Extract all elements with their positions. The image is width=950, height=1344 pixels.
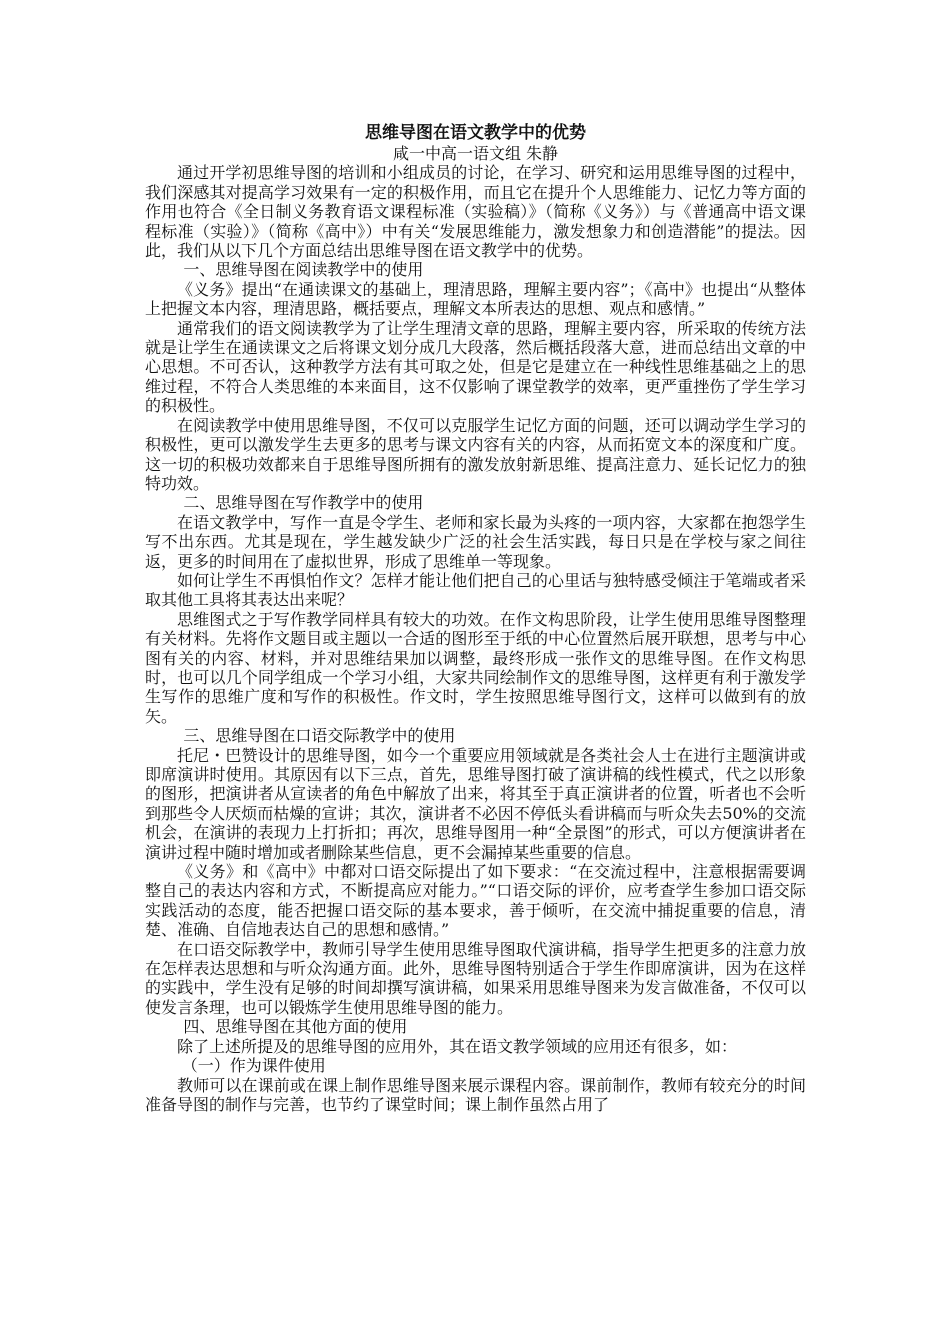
document-title: 思维导图在语文教学中的优势 <box>365 123 586 143</box>
paragraph: 教师可以在课前或在课上制作思维导图来展示课程内容。课前制作，教师有较充分的时间准备导图的制作与完善，也节约了课堂时间；课上制作虽然占用了 <box>145 1075 806 1114</box>
author-line: 咸一中高一语文组 朱静 <box>392 144 559 163</box>
paragraph: 通常我们的语文阅读教学为了让学生理清文章的思路，理解主要内容，所采取的传统方法就是让学生在通读课文之后将课文划分成几大段落，然后概括段落大意，进而总结出文章的中心思想。不可否认，这种教学方法有其可取之处，但是它是建立在一种线性思维基础之上的思维过程，不符合人类思维的本来面目，这不仅影响了课堂教学的效率，更严重挫伤了学生学习的积极性。 <box>145 318 806 416</box>
subsection-heading-courseware: （一）作为课件使用 <box>181 1056 326 1076</box>
paragraph: 思维图式之于写作教学同样具有较大的功效。在作文构思阶段，让学生使用思维导图整理有关材料。先将作文题目或主题以一合适的图形至于纸的中心位置然后展开联想，思考与中心图有关的内容、材料，并对思维结果加以调整，最终形成一张作文的思维导图。在作文构思时，也可以几个同学组成一个学习小组，大家共同绘制作文的思维导图，这样更有利于激发学生写作的思维广度和写作的积极性。作文时，学生按照思维导图行文，这样可以做到有的放矢。 <box>145 609 806 726</box>
paragraph: 在口语交际教学中，教师引导学生使用思维导图取代演讲稿，指导学生把更多的注意力放在怎样表达思想和与听众沟通方面。此外，思维导图特别适合于学生作即席演讲，因为在这样的实践中，学生没有足够的时间却撰写演讲稿，如果采用思维导图来为发言做准备，不仅可以使发言条理，也可以锻炼学生使用思维导图的能力。 <box>145 939 806 1017</box>
paragraph: 托尼・巴赞设计的思维导图，如今一个重要应用领域就是各类社会人士在进行主题演讲或即席演讲时使用。其原因有以下三点，首先，思维导图打破了演讲稿的线性模式，代之以形象的图形，把演讲者从宣读者的角色中解放了出来，将其至于真正演讲者的位置，听者也不会听到那些令人厌烦而枯燥的宣讲；其次，演讲者不必因不停低头看讲稿而与听众失去50%的交流机会，在演讲的表现力上打折扣；再次，思维导图用一种“全景图”的形式，可以方便演讲者在演讲过程中随时增加或者删除某些信息，更不会漏掉某些重要的信息。 <box>145 745 806 862</box>
document-page <box>145 122 806 1114</box>
section-heading-reading: 一、思维导图在阅读教学中的使用 <box>183 260 424 280</box>
intro-paragraph: 通过开学初思维导图的培训和小组成员的讨论，在学习、研究和运用思维导图的过程中，我们深感其对提高学习效果有一定的积极作用，而且它在提升个人思维能力、记忆力等方面的作用也符合《全日制义务教育语文课程标准（实验稿）》（简称《义务》）与《普通高中语文课程标准（实验）》（简称《高中》）中有关“发展思维能力，激发想象力和创造潜能”的提法。因此，我们从以下几个方面总结出思维导图在语文教学中的优势。 <box>145 163 806 261</box>
section-heading-oral: 三、思维导图在口语交际教学中的使用 <box>183 726 456 746</box>
paragraph: 在语文教学中，写作一直是令学生、老师和家长最为头疼的一项内容，大家都在抱怨学生写不出东西。尤其是现在，学生越发缺少广泛的社会生活实践，每日只是在学校与家之间往返，更多的时间用在了虚拟世界，形成了思维单一等现象。 <box>145 512 806 571</box>
paragraph: 在阅读教学中使用思维导图，不仅可以克服学生记忆方面的问题，还可以调动学生学习的积极性，更可以激发学生去更多的思考与课文内容有关的内容，从而拓宽文本的深度和广度。这一切的积极功效都来自于思维导图所拥有的激发放射新思维、提高注意力、延长记忆力的独特功效。 <box>145 415 806 493</box>
section-heading-other: 四、思维导图在其他方面的使用 <box>183 1017 408 1037</box>
paragraph: 除了上述所提及的思维导图的应用外，其在语文教学领域的应用还有很多，如： <box>177 1036 738 1056</box>
section-heading-writing: 二、思维导图在写作教学中的使用 <box>183 493 424 513</box>
paragraph: 《义务》和《高中》中都对口语交际提出了如下要求：“在交流过程中，注意根据需要调整自己的表达内容和方式，不断提高应对能力。”“口语交际的评价，应考查学生参加口语交际实践活动的态度，能否把握口语交际的基本要求，善于倾听，在交流中捕捉重要的信息，清楚、准确、自信地表达自己的思想和感情。” <box>145 862 806 940</box>
paragraph: 如何让学生不再惧怕作文？怎样才能让他们把自己的心里话与独特感受倾注于笔端或者采取其他工具将其表达出来呢？ <box>145 570 806 610</box>
paragraph: 《义务》提出“在通读课文的基础上，理清思路，理解主要内容”；《高中》也提出“从整体上把握文本内容，理清思路，概括要点，理解文本所表达的思想、观点和感情。” <box>145 279 806 319</box>
